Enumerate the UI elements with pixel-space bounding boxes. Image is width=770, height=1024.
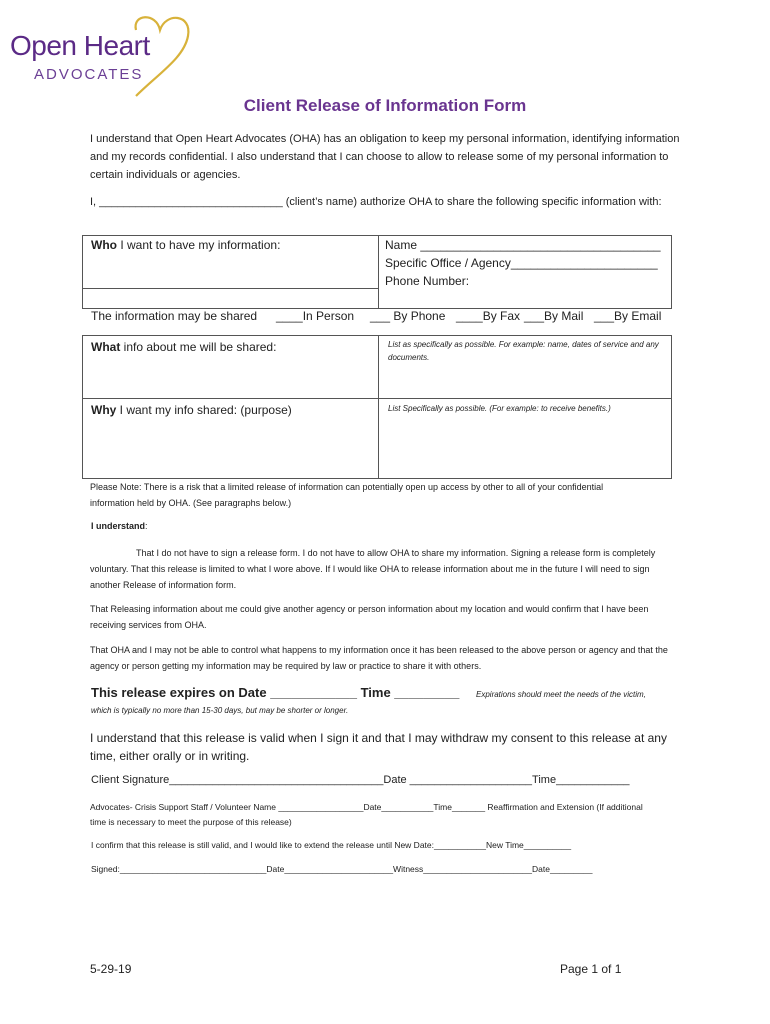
understand-paragraph-2: That Releasing information about me could give another agency or person information about my location and would confirm that I have been receiving services from OHA.	[90, 604, 649, 630]
who-label: Who I want to have my information:	[91, 238, 281, 252]
expiration-note-continued: which is typically no more than 15-30 days, but may be shorter or longer.	[91, 706, 349, 715]
in-person-option[interactable]: ____In Person	[276, 309, 355, 323]
why-label: Why I want my info shared: (purpose)	[91, 403, 292, 417]
risk-note: Please Note: There is a risk that a limited release of information can potentially open up access by other to all of your confidential information held by OHA. (See paragraphs below.)	[90, 482, 604, 508]
extension-confirm-line[interactable]: I confirm that this release is still valid, and I would like to extend the release until New Date:___________New Time__________	[91, 840, 572, 850]
validity-statement: I understand that this release is valid when I sign it and that I may withdraw my consent to this release at any time, either orally or in writing.	[90, 731, 667, 763]
fax-option[interactable]: ____By Fax	[456, 309, 521, 323]
recipient-row-line	[82, 288, 378, 289]
why-hint[interactable]: List Specifically as possible. (For example: to receive benefits.)	[388, 404, 611, 413]
intro-paragraph: I understand that Open Heart Advocates (OHA) has an obligation to keep my personal information, identifying information and my records confidential. I also understand that I can choose to allow to release some of my personal information to certain individuals or agencies.	[90, 133, 680, 181]
logo-text: Open Heart	[10, 30, 150, 61]
recipient-divider	[378, 235, 379, 309]
what-hint[interactable]: List as specifically as possible. For example: name, dates of service and any documents.	[388, 340, 659, 362]
recipient-name-field[interactable]: Name ____________________________________	[385, 238, 661, 252]
logo-subtext: ADVOCATES	[34, 66, 144, 83]
understand-heading: I understand:	[91, 521, 148, 531]
extension-signed-line[interactable]: Signed:_______________________________Date_______________________Witness_______________________Date_________	[91, 864, 593, 874]
what-label: What info about me will be shared:	[91, 340, 277, 354]
info-purpose-divider	[378, 335, 379, 479]
understand-paragraph-3: That OHA and I may not be able to control what happens to my information once it has been released to the above person or agency and that the agency or person getting my information may be required by law or practice to share it with others.	[90, 645, 668, 671]
expiration-note: Expirations should meet the needs of the victim,	[476, 690, 646, 699]
mail-option[interactable]: ___By Mail	[524, 309, 584, 323]
phone-option[interactable]: ___ By Phone	[370, 309, 446, 323]
email-option[interactable]: ___By Email	[594, 309, 662, 323]
client-signature-line[interactable]: Client Signature___________________________________Date ____________________Time____________	[91, 774, 630, 786]
shared-methods-label: The information may be shared	[91, 309, 258, 323]
page-title: Client Release of Information Form	[243, 96, 527, 115]
expiration-field[interactable]: This release expires on Date ____________ Time _________	[91, 685, 460, 700]
revision-date: 5-29-19	[90, 962, 132, 976]
recipient-office-field[interactable]: Specific Office / Agency______________________	[385, 256, 658, 270]
info-purpose-row-line	[82, 398, 672, 399]
authorize-statement: I, ______________________________ (client’s name) authorize OHA to share the following specific information with:	[90, 196, 662, 208]
recipient-phone-field[interactable]: Phone Number:	[385, 274, 470, 288]
advocate-signature-line[interactable]: Advocates- Crisis Support Staff / Volunteer Name __________________Date___________Time_______ Reaffirmation and Extension (If additional time is necessary to meet the purpose of this release)	[90, 802, 643, 827]
heart-logo-icon	[128, 8, 200, 100]
page-number: Page 1 of 1	[560, 962, 622, 976]
understand-paragraph-1: That I do not have to sign a release form. I do not have to allow OHA to share my information. Signing a release form is completely voluntary. That this release is limited to what I wore above. If I would like OHA to release information about me in the future I will need to sign another Release of information form.	[90, 548, 656, 590]
